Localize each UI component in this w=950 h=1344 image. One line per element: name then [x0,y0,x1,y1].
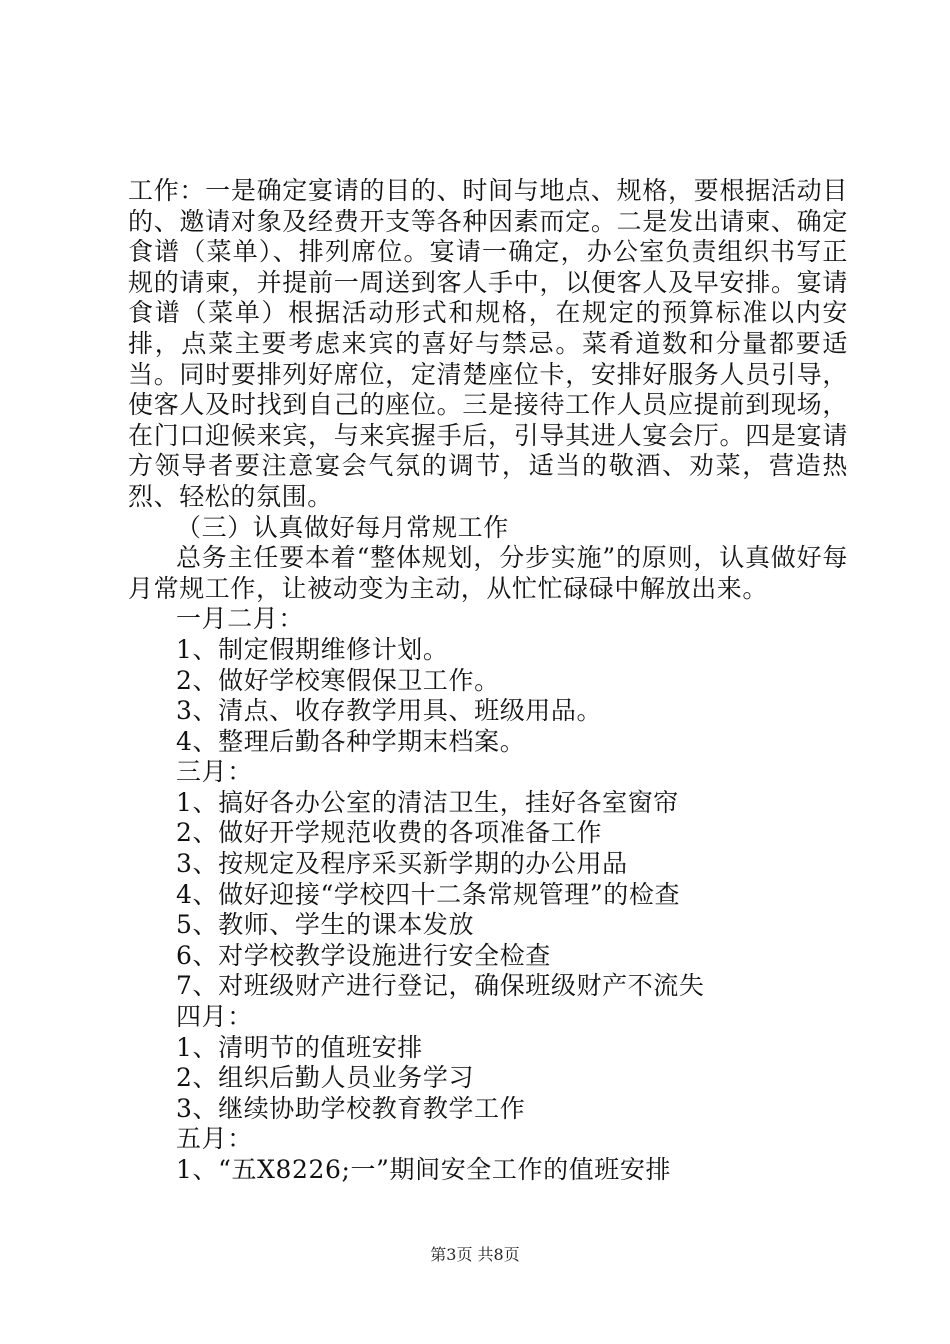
page-number-footer: 第3页 共8页 [430,1245,520,1264]
list-item: 4、整理后勤各种学期末档案。 [176,726,526,756]
section-heading: （三）认真做好每月常规工作 [176,512,509,542]
list-item: 1、搞好各办公室的清洁卫生，挂好各室窗帘 [176,787,679,817]
document-body [128,176,848,1186]
list-item: 2、组织后勤人员业务学习 [176,1063,475,1093]
paragraph-banquet-procedure: 工作：一是确定宴请的目的、时间与地点、规格，要根据活动目的、邀请对象及经费开支等各种因素而定。二是发出请柬、确定食谱（菜单）、排列席位。宴请一确定，办公室负责组织书写正规的请柬，并提前一周送到客人手中，以便客人及早安排。宴请食谱（菜单）根据活动形式和规格，在规定的预算标准以内安排，点菜主要考虑来宾的喜好与禁忌。菜肴道数和分量都要适当。同时要排列好席位，定清楚座位卡，安排好服务人员引导，使客人及时找到自己的座位。三是接待工作人员应提前到现场，在门口迎候来宾，与来宾握手后，引导其进人宴会厅。四是宴请方领导者要注意宴会气氛的调节，适当的敬酒、劝菜，营造热烈、轻松的氛围。 [128,176,848,511]
month-title: 一月二月： [176,604,305,634]
month-block-apr [128,1002,848,1124]
month-block-mar [128,757,848,1002]
list-item: 2、做好学校寒假保卫工作。 [176,665,500,695]
month-block-may [128,1124,848,1185]
list-item: 1、制定假期维修计划。 [176,634,449,664]
month-block-jan-feb [128,604,848,757]
list-item: 2、做好开学规范收费的各项准备工作 [176,818,603,848]
month-title: 三月： [176,757,253,787]
list-item: 5、教师、学生的课本发放 [176,910,475,940]
list-item: 6、对学校教学设施进行安全检查 [176,940,551,970]
list-item: 7、对班级财产进行登记，确保班级财产不流失 [176,971,705,1001]
list-item: 4、做好迎接“学校四十二条常规管理”的检查 [176,879,681,909]
list-item: 3、按规定及程序采买新学期的办公用品 [176,849,628,879]
paragraph-monthly-intro: 总务主任要本着“整体规划，分步实施”的原则，认真做好每月常规工作，让被动变为主动，从忙忙碌碌中解放出来。 [128,543,848,603]
month-title: 四月： [176,1002,253,1032]
list-item: 3、清点、收存教学用具、班级用品。 [176,696,603,726]
list-item: 1、清明节的值班安排 [176,1032,423,1062]
month-title: 五月： [176,1124,253,1154]
list-item: 3、继续协助学校教育教学工作 [176,1093,526,1123]
list-item: 1、“五X8226;一”期间安全工作的值班安排 [176,1155,672,1184]
